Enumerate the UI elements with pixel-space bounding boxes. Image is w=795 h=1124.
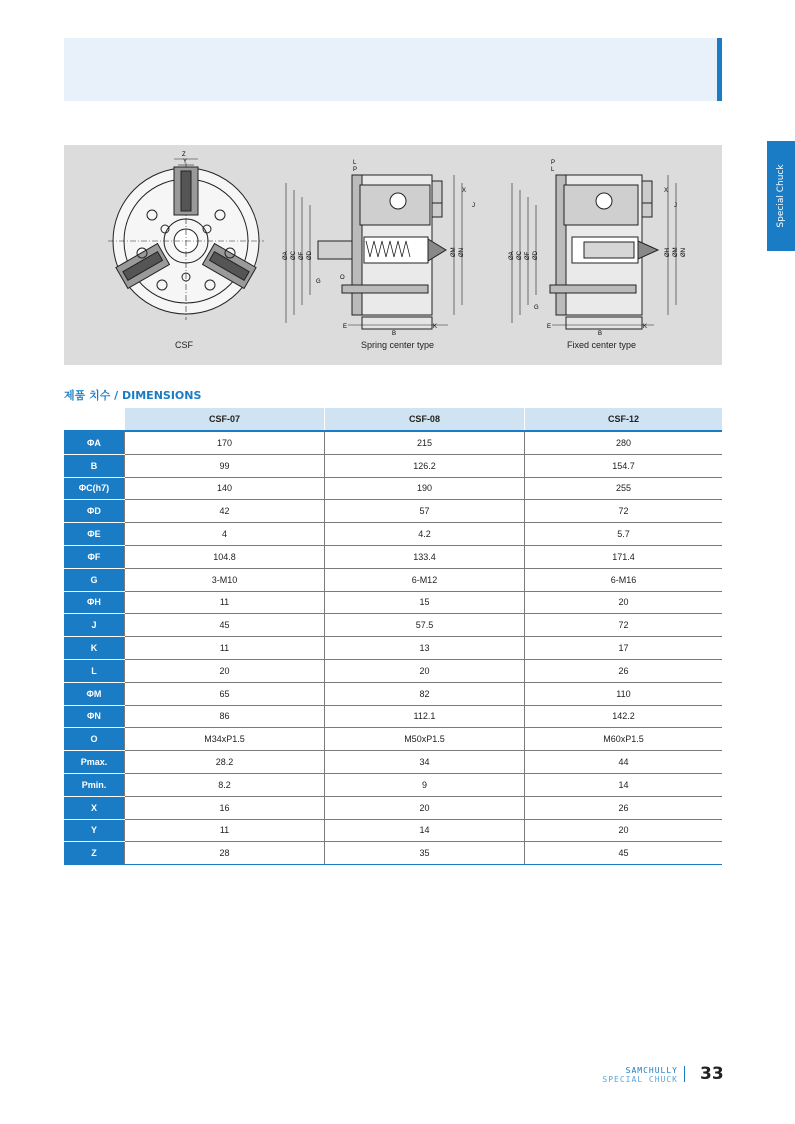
row-header: Pmin. <box>64 773 125 796</box>
table-cell: M60xP1.5 <box>524 728 722 751</box>
table-cell: 28 <box>125 842 325 865</box>
side-tab[interactable] <box>767 141 795 251</box>
row-header: Y <box>64 819 125 842</box>
header-band <box>64 38 722 101</box>
drawing-svg <box>64 145 722 365</box>
dim-label-k-spring: K <box>433 324 438 330</box>
row-header: ΦC(h7) <box>64 477 125 500</box>
table-row <box>64 842 722 865</box>
table-cell: 45 <box>524 842 722 865</box>
table-cell: 215 <box>324 431 524 454</box>
table-cell: 133.4 <box>324 545 524 568</box>
row-header: ΦM <box>64 682 125 705</box>
header-accent-bar <box>717 38 722 101</box>
dim-label-n-fixed: ØN <box>681 248 687 257</box>
row-header: L <box>64 659 125 682</box>
table-row <box>64 728 722 751</box>
row-header: O <box>64 728 125 751</box>
row-header: ΦE <box>64 523 125 546</box>
dim-label-d-fixed: ØD <box>533 251 539 260</box>
table-cell: 15 <box>324 591 524 614</box>
table-cell: 17 <box>524 637 722 660</box>
table-cell: 26 <box>524 796 722 819</box>
table-cell: 126.2 <box>324 454 524 477</box>
table-cell: 104.8 <box>125 545 325 568</box>
table-row <box>64 819 722 842</box>
brand-line-1: SAMCHULLY <box>625 1066 678 1075</box>
dim-label-b-fixed: B <box>598 331 603 337</box>
table-cell: 35 <box>324 842 524 865</box>
table-cell: 13 <box>324 637 524 660</box>
row-header: ΦD <box>64 500 125 523</box>
table-cell: 11 <box>125 819 325 842</box>
dim-label-h-fixed: ØH <box>665 248 671 257</box>
table-cell: 8.2 <box>125 773 325 796</box>
dim-label-k-fixed: K <box>643 324 648 330</box>
table-row <box>64 591 722 614</box>
table-row <box>64 796 722 819</box>
table-row <box>64 682 722 705</box>
table-row <box>64 705 722 728</box>
dim-label-g-fixed: G <box>534 305 539 311</box>
table-row <box>64 773 722 796</box>
row-header: J <box>64 614 125 637</box>
dim-label-j-spring: J <box>472 203 475 209</box>
table-cell: 42 <box>125 500 325 523</box>
table-cell: 110 <box>524 682 722 705</box>
table-cell: 45 <box>125 614 325 637</box>
table-cell: 140 <box>125 477 325 500</box>
table-cell: 4 <box>125 523 325 546</box>
dim-label-x-spring: X <box>462 188 467 194</box>
dim-label-p-spring: P <box>353 167 358 173</box>
dim-label-p-fixed: P <box>551 160 556 166</box>
dim-label-x-fixed: X <box>664 188 669 194</box>
table-cell: M50xP1.5 <box>324 728 524 751</box>
table-cell: 190 <box>324 477 524 500</box>
row-header: ΦF <box>64 545 125 568</box>
caption-fixed-center: Fixed center type <box>567 340 637 350</box>
table-row <box>64 477 722 500</box>
row-header: X <box>64 796 125 819</box>
table-cell: 9 <box>324 773 524 796</box>
table-header-row <box>64 408 722 431</box>
page-number: 33 <box>700 1064 724 1084</box>
table-cell: 20 <box>524 819 722 842</box>
row-header: Pmax. <box>64 751 125 774</box>
table-cell: 5.7 <box>524 523 722 546</box>
table-cell: 11 <box>125 591 325 614</box>
caption-spring-center: Spring center type <box>361 340 435 350</box>
table-corner <box>64 408 125 431</box>
table-cell: 4.2 <box>324 523 524 546</box>
dim-label-g-spring: G <box>316 279 321 285</box>
table-cell: 16 <box>125 796 325 819</box>
table-cell: 112.1 <box>324 705 524 728</box>
table-cell: 44 <box>524 751 722 774</box>
footer-divider <box>684 1066 685 1082</box>
table-cell: 34 <box>324 751 524 774</box>
dim-label-f-fixed: ØF <box>525 251 531 260</box>
table-cell: 255 <box>524 477 722 500</box>
dim-label-c-fixed: ØC <box>517 251 523 260</box>
table-cell: 86 <box>125 705 325 728</box>
row-header: G <box>64 568 125 591</box>
side-tab-label: Special Chuck <box>776 164 786 228</box>
table-row <box>64 523 722 546</box>
table-cell: 20 <box>125 659 325 682</box>
dimensions-table <box>64 408 722 865</box>
table-cell: 3-M10 <box>125 568 325 591</box>
dim-label-z: Z <box>182 152 186 158</box>
table-row <box>64 659 722 682</box>
table-cell: 171.4 <box>524 545 722 568</box>
table-cell: 65 <box>125 682 325 705</box>
row-header: K <box>64 637 125 660</box>
brand-logo <box>578 1066 678 1084</box>
table-cell: 170 <box>125 431 325 454</box>
dim-label-e-spring: E <box>343 324 348 330</box>
dim-label-y: Y <box>183 159 188 165</box>
row-header: ΦA <box>64 431 125 454</box>
section-title: 제품 치수 / DIMENSIONS <box>64 389 202 402</box>
dim-label-n-spring: ØN <box>459 248 465 257</box>
technical-drawing-panel <box>64 145 722 365</box>
dim-label-m-fixed: ØM <box>673 247 679 257</box>
dim-label-m-spring: ØM <box>451 247 457 257</box>
table-body <box>64 431 722 865</box>
front-view <box>108 159 264 320</box>
dim-label-e-fixed: E <box>547 324 552 330</box>
dim-label-j-fixed: J <box>674 203 677 209</box>
table-cell: 14 <box>524 773 722 796</box>
dim-label-l-fixed: L <box>551 167 555 173</box>
dim-label-a-spring: ØA <box>283 251 289 260</box>
dim-label-o-spring: O <box>340 275 345 281</box>
table-row <box>64 431 722 454</box>
table-cell: 6-M16 <box>524 568 722 591</box>
table-cell: 20 <box>524 591 722 614</box>
dim-label-c-spring: ØC <box>291 251 297 260</box>
table-cell: 11 <box>125 637 325 660</box>
brand-line-2: SPECIAL CHUCK <box>602 1075 678 1084</box>
table-cell: 6-M12 <box>324 568 524 591</box>
table-cell: 72 <box>524 500 722 523</box>
table-cell: 28.2 <box>125 751 325 774</box>
table-cell: 99 <box>125 454 325 477</box>
table-cell: 280 <box>524 431 722 454</box>
dim-label-l-spring: L <box>353 160 357 166</box>
table-row <box>64 751 722 774</box>
table-cell: 142.2 <box>524 705 722 728</box>
row-header: B <box>64 454 125 477</box>
table-row <box>64 545 722 568</box>
table-cell: 26 <box>524 659 722 682</box>
table-row <box>64 637 722 660</box>
column-header: CSF-07 <box>125 408 325 431</box>
row-header: ΦH <box>64 591 125 614</box>
table-cell: 20 <box>324 796 524 819</box>
column-header: CSF-12 <box>524 408 722 431</box>
table-row <box>64 500 722 523</box>
table-row <box>64 614 722 637</box>
dim-label-a-fixed: ØA <box>509 251 515 260</box>
caption-front-view: CSF <box>175 340 193 350</box>
table-cell: 14 <box>324 819 524 842</box>
column-header: CSF-08 <box>324 408 524 431</box>
table-cell: 82 <box>324 682 524 705</box>
row-header: Z <box>64 842 125 865</box>
dim-label-b-spring: B <box>392 331 397 337</box>
table-cell: M34xP1.5 <box>125 728 325 751</box>
dim-label-d-spring: ØD <box>307 251 313 260</box>
table-row <box>64 454 722 477</box>
table-cell: 20 <box>324 659 524 682</box>
table-cell: 57.5 <box>324 614 524 637</box>
row-header: ΦN <box>64 705 125 728</box>
dim-label-f-spring: ØF <box>299 251 305 260</box>
table-row <box>64 568 722 591</box>
table-cell: 72 <box>524 614 722 637</box>
table-cell: 154.7 <box>524 454 722 477</box>
table-cell: 57 <box>324 500 524 523</box>
